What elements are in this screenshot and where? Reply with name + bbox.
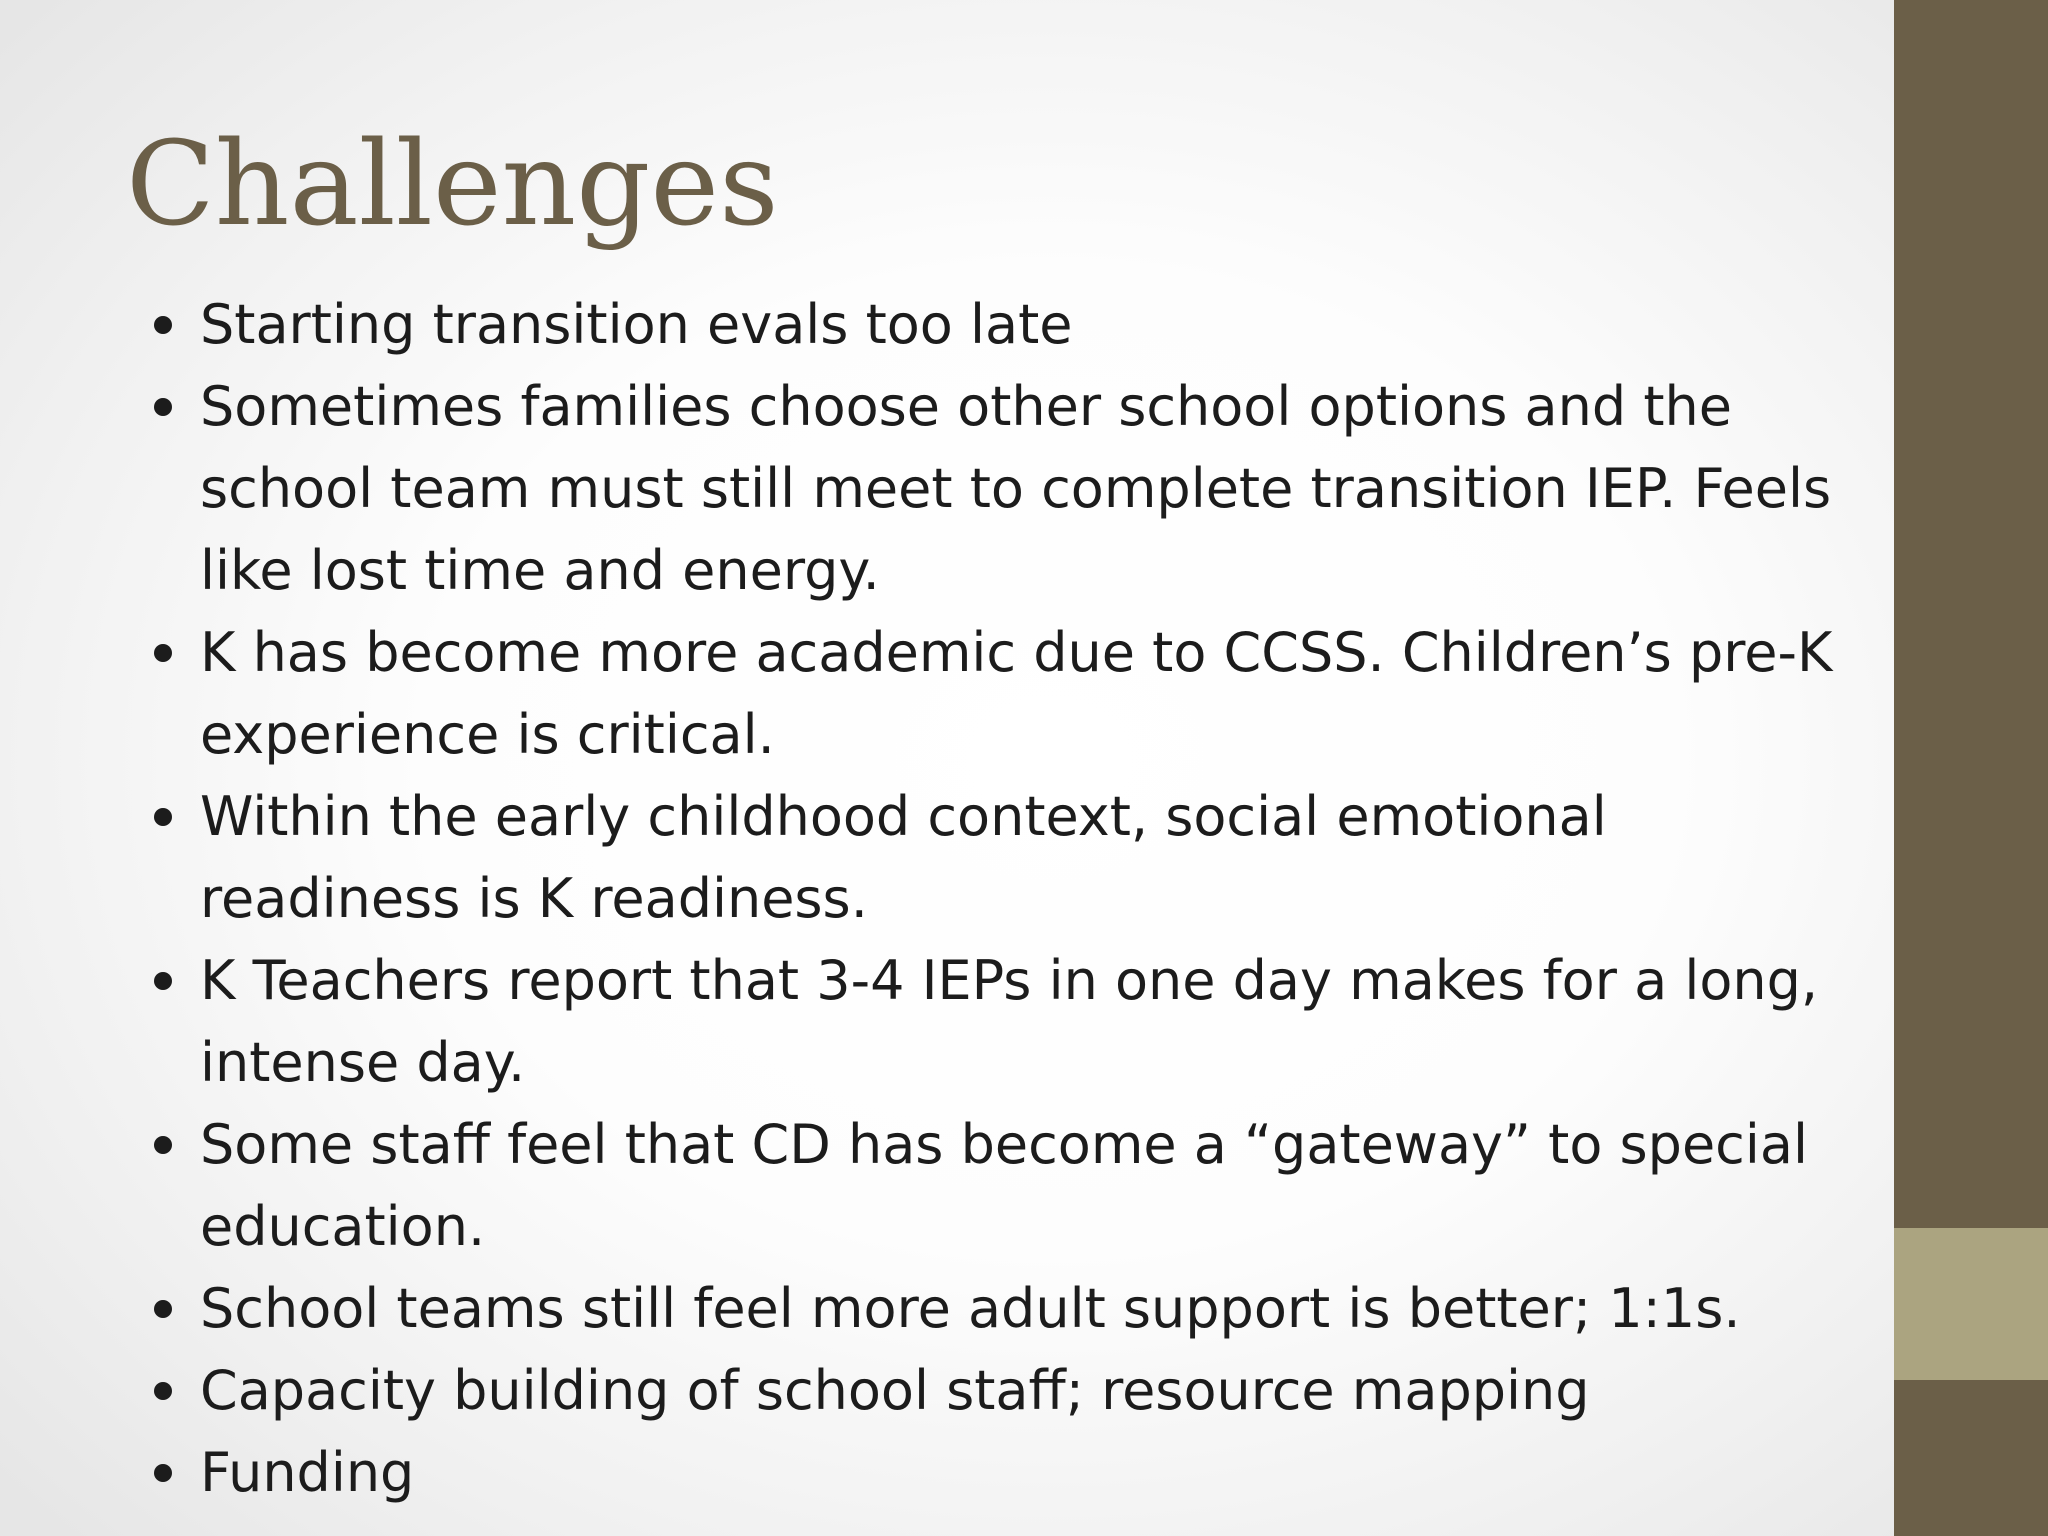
bullet-item — [150, 1268, 1870, 1350]
bullet-icon — [154, 644, 172, 662]
bullet-text: Starting transition evals too late — [200, 293, 1073, 356]
bullet-icon — [154, 1136, 172, 1154]
bullet-text: K Teachers report that 3-4 IEPs in one day makes for a long, intense day. — [200, 949, 1819, 1094]
bullet-text: Capacity building of school staff; resource mapping — [200, 1359, 1590, 1422]
bullet-icon — [154, 316, 172, 334]
bullet-icon — [154, 808, 172, 826]
bullet-text: Sometimes families choose other school options and the school team must still meet to complete transition IEP. Feels like lost time and energy. — [200, 375, 1832, 602]
bullet-text: School teams still feel more adult support is better; 1:1s. — [200, 1277, 1741, 1340]
bullet-text: Some staff feel that CD has become a “gateway” to special education. — [200, 1113, 1808, 1258]
bullet-item — [150, 1104, 1870, 1268]
bullet-item — [150, 1432, 1870, 1514]
bullet-item — [150, 1350, 1870, 1432]
bullet-text: Funding — [200, 1441, 415, 1504]
bullet-icon — [154, 1382, 172, 1400]
bullet-icon — [154, 398, 172, 416]
bullet-list — [150, 284, 1870, 1514]
bullet-item — [150, 284, 1870, 366]
sidebar-accent-block — [1894, 1228, 2048, 1380]
bullet-text: Within the early childhood context, social emotional readiness is K readiness. — [200, 785, 1607, 930]
bullet-icon — [154, 972, 172, 990]
bullet-text: K has become more academic due to CCSS. Children’s pre-K experience is critical. — [200, 621, 1833, 766]
bullet-item — [150, 940, 1870, 1104]
slide-title: Challenges — [126, 117, 779, 252]
bullet-icon — [154, 1464, 172, 1482]
bullet-item — [150, 366, 1870, 612]
bullet-icon — [154, 1300, 172, 1318]
bullet-item — [150, 776, 1870, 940]
bullet-item — [150, 612, 1870, 776]
